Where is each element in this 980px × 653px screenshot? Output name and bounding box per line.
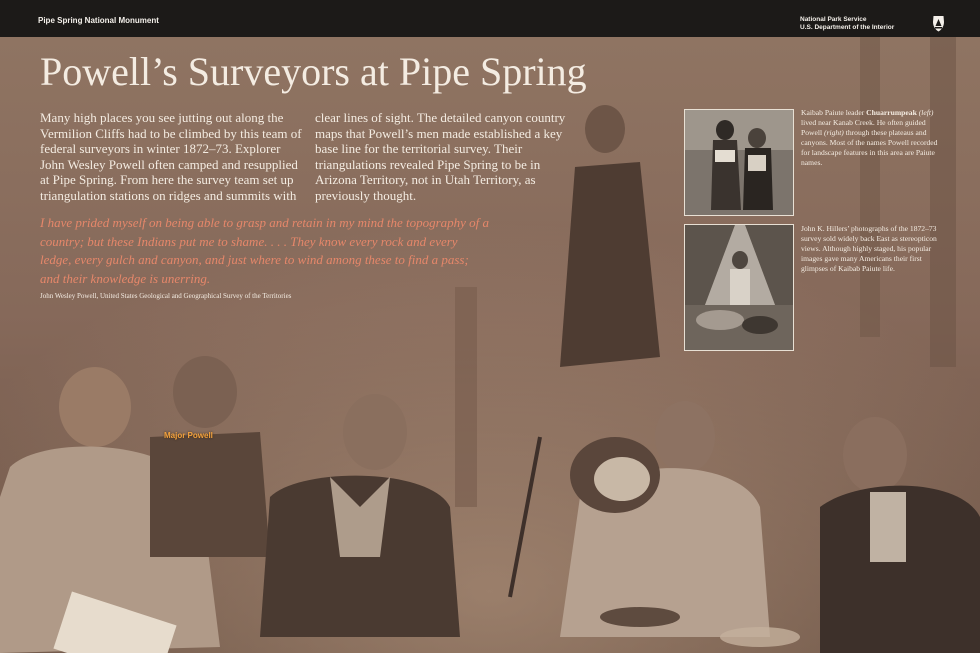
page-title: Powell’s Surveyors at Pipe Spring xyxy=(40,49,587,94)
inset-photo-chuarrumpeak-powell xyxy=(684,109,794,216)
body-text xyxy=(40,110,580,203)
park-name: Pipe Spring National Monument xyxy=(38,16,159,25)
inset1-caption xyxy=(801,108,947,168)
caption1-text-4: through these plateaus and canyons. Most of the names Powell recorded for landscape features in this area are Paiute names. xyxy=(801,128,938,167)
caption1-name: Chuarrumpeak xyxy=(866,108,917,117)
body-paragraph: Many high places you see jutting out along the Vermilion Cliffs had to be climbed by this team of federal surveyors in winter 1872–73. Explorer John Wesley Powell often camped and resupplied at Pipe Spring. From here the survey team set up triangulation stations on ridges and summits with clear lines of sight. The detailed canyon country maps that Powell’s men made established a key base line for the territorial survey. Their triangulations revealed Pipe Spring to be in Arizona Territory, not in Utah Territory, as previously thought. xyxy=(40,110,566,203)
caption1-left: (left) xyxy=(918,108,934,117)
powell-quote: I have prided myself on being able to grasp and retain in my mind the topography of a country; but these Indians put me to shame. . . . They know every rock and every ledge, every gulch and canyon, and just where to wind among these to find a pass; and their knowledge is unerring. xyxy=(40,215,490,286)
caption1-right: (right) xyxy=(824,128,844,137)
agency-line-2: U.S. Department of the Interior xyxy=(800,24,895,31)
chuarrumpeak-powell-photo xyxy=(685,110,793,215)
major-powell-label: Major Powell xyxy=(164,431,213,440)
agency-line-1: National Park Service xyxy=(800,16,867,23)
agency-name xyxy=(800,16,894,32)
caption1-text-1: Kaibab Paiute leader xyxy=(801,108,867,117)
inset-photo-hillers xyxy=(684,224,794,351)
top-banner xyxy=(0,0,980,37)
nps-arrowhead-icon xyxy=(932,15,945,32)
inset2-caption: John K. Hillers’ photographs of the 1872–73 survey sold widely back East as stereopticon views. Although highly staged, his popular images gave many Americans their first glimpses of Kaibab Paiute life. xyxy=(801,224,937,273)
caption1-text-3: lived near Kanab Creek. He often guided Powell xyxy=(801,118,926,137)
quote-citation: John Wesley Powell, United States Geological and Geographical Survey of the Territories xyxy=(40,292,292,300)
hillers-stereoview-photo xyxy=(685,225,793,350)
